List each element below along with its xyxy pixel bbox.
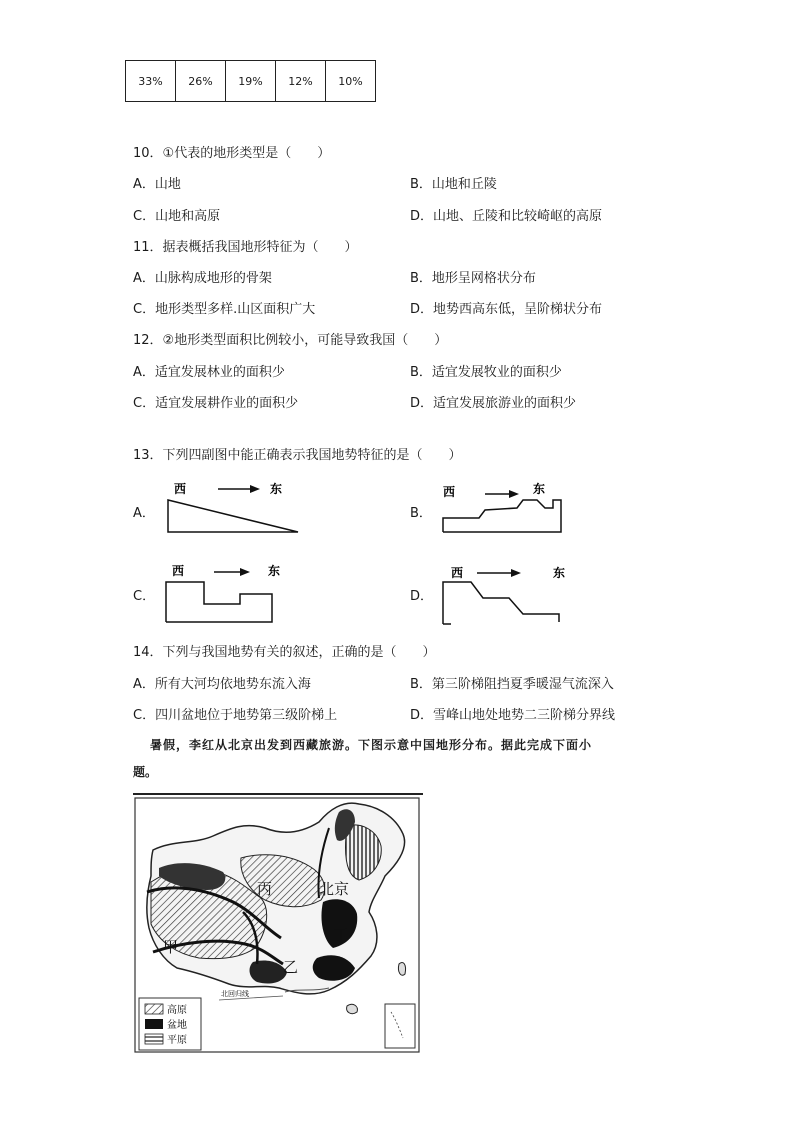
region-label-ding: 丁 bbox=[333, 926, 349, 944]
question-11-option-b[interactable]: B．地形呈网格状分布 bbox=[410, 271, 536, 286]
region-label-jia: 甲 bbox=[163, 938, 179, 956]
question-12-option-a[interactable]: A．适宜发展林业的面积少 bbox=[133, 365, 285, 380]
passage-intro: 暑假，李红从北京出发到西藏旅游。下图示意中国地形分布。据此完成下面小 bbox=[150, 738, 593, 752]
table-cell: 19% bbox=[226, 61, 276, 102]
question-14-option-b[interactable]: B．第三阶梯阻挡夏季暖湿气流深入 bbox=[410, 677, 614, 692]
terrain-profile-a bbox=[160, 480, 310, 540]
question-11-option-d[interactable]: D．地势西高东低，呈阶梯状分布 bbox=[410, 302, 603, 317]
question-10-stem: 10．①代表的地形类型是（ ） bbox=[133, 146, 331, 161]
question-13-option-a[interactable]: A． bbox=[133, 506, 155, 521]
south-sea-inset bbox=[385, 1004, 415, 1048]
question-13-option-b[interactable]: B． bbox=[410, 506, 432, 521]
question-14-option-c[interactable]: C．四川盆地位于地势第三级阶梯上 bbox=[133, 708, 338, 723]
question-10-option-b[interactable]: B．山地和丘陵 bbox=[410, 177, 497, 192]
legend-label-plain: 平原 bbox=[167, 1035, 187, 1046]
question-14-option-d[interactable]: D．雪峰山地处地势二三阶梯分界线 bbox=[410, 708, 616, 723]
question-13-option-d[interactable]: D． bbox=[410, 589, 434, 604]
question-12-option-b[interactable]: B．适宜发展牧业的面积少 bbox=[410, 365, 562, 380]
table-cell: 26% bbox=[176, 61, 226, 102]
city-label-beijing: 北京 bbox=[319, 880, 350, 898]
east-label: 东 bbox=[270, 482, 283, 496]
question-12-option-c[interactable]: C．适宜发展耕作业的面积少 bbox=[133, 396, 299, 411]
table-cell: 33% bbox=[126, 61, 176, 102]
table-cell: 12% bbox=[276, 61, 326, 102]
question-13-stem: 13．下列四副图中能正确表示我国地势特征的是（ ） bbox=[133, 448, 462, 463]
west-label: 西 bbox=[174, 482, 187, 496]
question-14-stem: 14．下列与我国地势有关的叙述，正确的是（ ） bbox=[133, 645, 436, 660]
legend-label-plateau: 高原 bbox=[167, 1005, 187, 1016]
terrain-profile-c bbox=[160, 560, 290, 626]
question-10-option-c[interactable]: C．山地和高原 bbox=[133, 209, 221, 224]
region-label-bing: 丙 bbox=[257, 880, 273, 898]
west-label: 西 bbox=[451, 566, 464, 580]
question-12-option-d[interactable]: D．适宜发展旅游业的面积少 bbox=[410, 396, 577, 411]
terrain-profile-b bbox=[437, 480, 587, 540]
tropic-label: 北回归线 bbox=[221, 990, 249, 998]
east-label: 东 bbox=[553, 566, 566, 580]
terrain-profile-d bbox=[437, 562, 577, 628]
question-11-option-c[interactable]: C．地形类型多样.山区面积广大 bbox=[133, 302, 316, 317]
question-11-stem: 11．据表概括我国地形特征为（ ） bbox=[133, 240, 358, 255]
table-cell: 10% bbox=[326, 61, 376, 102]
west-label: 西 bbox=[443, 485, 456, 499]
percentage-table bbox=[125, 60, 376, 102]
table-row bbox=[126, 61, 376, 102]
west-label: 西 bbox=[172, 564, 185, 578]
east-label: 东 bbox=[268, 564, 281, 578]
legend-label-basin: 盆地 bbox=[167, 1020, 187, 1031]
question-10-option-d[interactable]: D．山地、丘陵和比较崎岖的高原 bbox=[410, 209, 603, 224]
question-11-option-a[interactable]: A．山脉构成地形的骨架 bbox=[133, 271, 272, 286]
question-13-option-c[interactable]: C． bbox=[133, 589, 156, 604]
region-label-yi: 乙 bbox=[283, 958, 299, 976]
question-12-stem: 12．②地形类型面积比例较小，可能导致我国（ ） bbox=[133, 333, 448, 348]
question-14-option-a[interactable]: A．所有大河均依地势东流入海 bbox=[133, 677, 311, 692]
question-10-option-a[interactable]: A．山地 bbox=[133, 177, 181, 192]
east-label: 东 bbox=[533, 482, 546, 496]
china-terrain-map bbox=[133, 792, 423, 1054]
passage-intro-continuation: 题。 bbox=[133, 765, 158, 779]
